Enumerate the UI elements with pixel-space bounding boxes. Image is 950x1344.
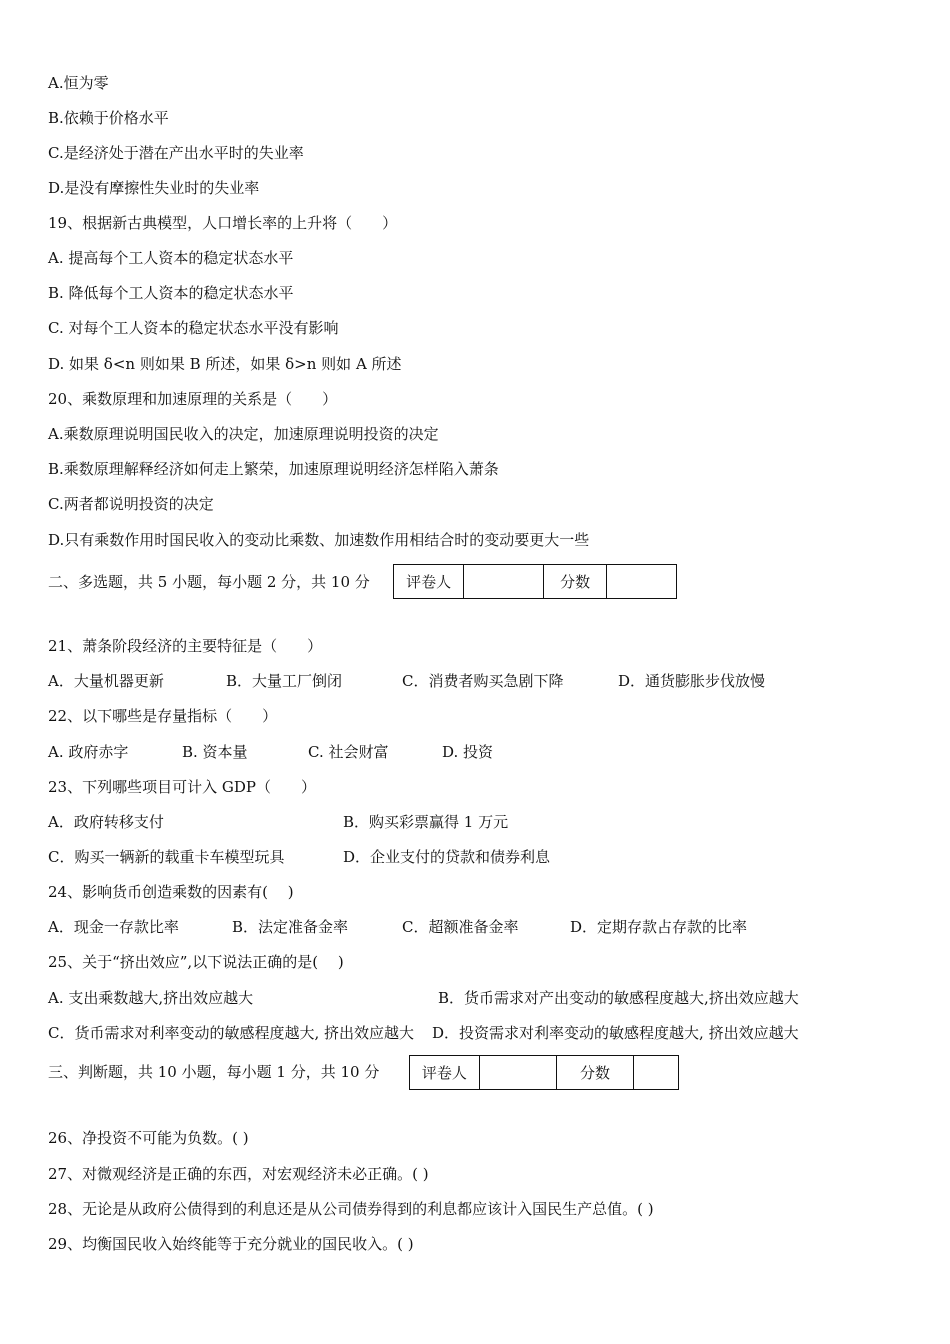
q18-option-a: A.恒为零 [48, 74, 109, 92]
section3-title: 三、判断题，共 10 小题，每小题 1 分，共 10 分 [48, 1063, 380, 1081]
q18-option-d: D.是没有摩擦性失业时的失业率 [48, 179, 260, 197]
score-field[interactable] [606, 565, 676, 599]
q22-option-b: B. 资本量 [182, 743, 248, 761]
q25-stem: 25、关于“挤出效应”,以下说法正确的是( ) [48, 953, 344, 971]
q21-option-b: B．大量工厂倒闭 [226, 672, 343, 690]
score-label: 分数 [544, 565, 606, 599]
grader-field[interactable] [479, 1056, 556, 1090]
q27-statement: 27、对微观经济是正确的东西，对宏观经济未必正确。( ) [48, 1165, 429, 1183]
q25-option-b: B．货币需求对产出变动的敏感程度越大,挤出效应越大 [438, 989, 799, 1007]
grader-label: 评卷人 [410, 1056, 480, 1090]
q20-option-a: A.乘数原理说明国民收入的决定，加速原理说明投资的决定 [48, 425, 439, 443]
score-field[interactable] [633, 1056, 678, 1090]
q20-stem: 20、乘数原理和加速原理的关系是（ ） [48, 390, 338, 408]
q25-option-c: C．货币需求对利率变动的敏感程度越大, 挤出效应越大 [48, 1024, 415, 1042]
q28-statement: 28、无论是从政府公债得到的利息还是从公司债券得到的利息都应该计入国民生产总值。( ) [48, 1200, 654, 1218]
q19-stem: 19、根据新古典模型，人口增长率的上升将（ ） [48, 214, 398, 232]
score-label: 分数 [557, 1056, 634, 1090]
q22-option-c: C. 社会财富 [308, 743, 389, 761]
q29-statement: 29、均衡国民收入始终能等于充分就业的国民收入。( ) [48, 1235, 414, 1253]
q25-option-d: D．投资需求对利率变动的敏感程度越大, 挤出效应越大 [432, 1024, 799, 1042]
q21-option-c: C．消费者购买急剧下降 [402, 672, 564, 690]
section2-score-table [393, 564, 677, 599]
section2-title: 二、多选题，共 5 小题，每小题 2 分，共 10 分 [48, 573, 370, 591]
q20-option-b: B.乘数原理解释经济如何走上繁荣，加速原理说明经济怎样陷入萧条 [48, 460, 499, 478]
q20-option-c: C.两者都说明投资的决定 [48, 495, 214, 513]
q19-option-b: B. 降低每个工人资本的稳定状态水平 [48, 284, 294, 302]
q22-stem: 22、以下哪些是存量指标（ ） [48, 707, 278, 725]
q21-stem: 21、萧条阶段经济的主要特征是（ ） [48, 637, 323, 655]
q23-option-c: C．购买一辆新的载重卡车模型玩具 [48, 848, 285, 866]
q18-option-c: C.是经济处于潜在产出水平时的失业率 [48, 144, 304, 162]
section3-score-table [409, 1055, 679, 1090]
q24-stem: 24、影响货币创造乘数的因素有( ) [48, 883, 294, 901]
q23-option-b: B．购买彩票赢得 1 万元 [343, 813, 509, 831]
q25-option-a: A. 支出乘数越大,挤出效应越大 [48, 989, 254, 1007]
q18-option-b: B.依赖于价格水平 [48, 109, 169, 127]
q22-option-a: A. 政府赤字 [48, 743, 129, 761]
q23-stem: 23、下列哪些项目可计入 GDP（ ） [48, 778, 316, 796]
q23-option-d: D．企业支付的贷款和债券利息 [343, 848, 551, 866]
q24-option-c: C．超额准备金率 [402, 918, 519, 936]
q20-option-d: D.只有乘数作用时国民收入的变动比乘数、加速数作用相结合时的变动要更大一些 [48, 531, 590, 549]
q19-option-a: A. 提高每个工人资本的稳定状态水平 [48, 249, 294, 267]
q23-option-a: A．政府转移支付 [48, 813, 164, 831]
q24-option-d: D．定期存款占存款的比率 [570, 918, 748, 936]
grader-label: 评卷人 [394, 565, 464, 599]
q19-option-c: C. 对每个工人资本的稳定状态水平没有影响 [48, 319, 339, 337]
q26-statement: 26、净投资不可能为负数。( ) [48, 1129, 249, 1147]
q24-option-b: B．法定准备金率 [232, 918, 349, 936]
q24-option-a: A．现金一存款比率 [48, 918, 179, 936]
q19-option-d: D. 如果 δ<n 则如果 B 所述，如果 δ>n 则如 A 所述 [48, 355, 402, 373]
grader-field[interactable] [464, 565, 544, 599]
q22-option-d: D. 投资 [442, 743, 494, 761]
q21-option-a: A．大量机器更新 [48, 672, 164, 690]
q21-option-d: D．通货膨胀步伐放慢 [618, 672, 766, 690]
